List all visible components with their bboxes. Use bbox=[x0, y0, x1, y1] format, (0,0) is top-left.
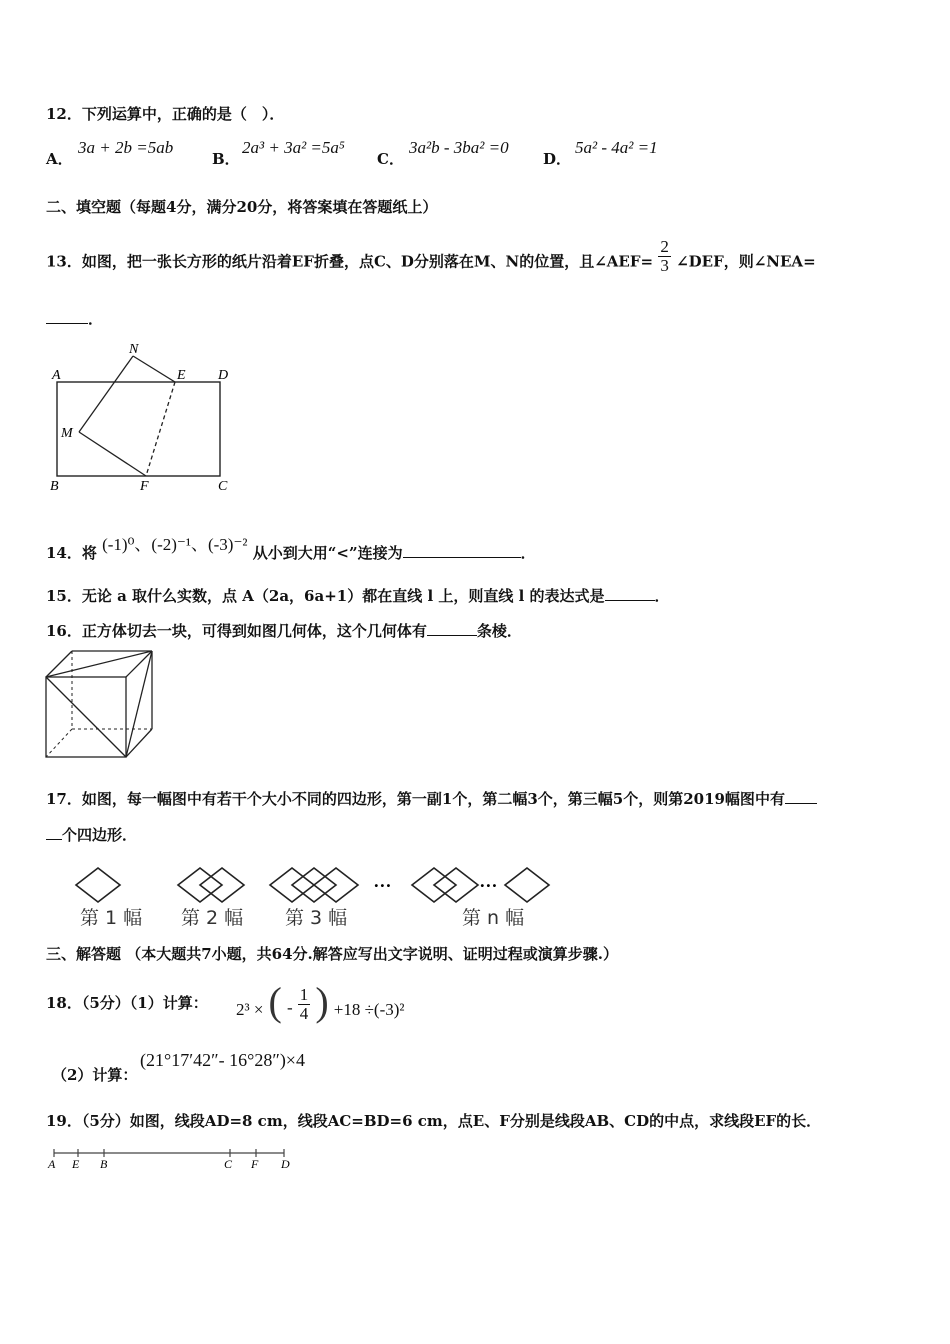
q17-stem: 17．如图，每一幅图中有若干个大小不同的四边形，第一副1个，第二幅3个，第三幅5个，则第2019幅图中有 bbox=[46, 790, 785, 808]
section-3-heading: 三、解答题 （本大题共7小题，共64分.解答应写出文字说明、证明过程或演算步骤.） bbox=[46, 945, 618, 963]
q14-suffix: 从小到大用“<”连接为 bbox=[252, 544, 403, 562]
q12-option-c-expr: 3a²b - 3ba² =0 bbox=[409, 138, 509, 157]
q14-answer-blank[interactable] bbox=[403, 543, 521, 558]
q12-stem: 12．下列运算中，正确的是（ ）． bbox=[46, 105, 285, 123]
q13-frac-num: 2 bbox=[660, 237, 669, 256]
q14-end: ． bbox=[520, 544, 536, 562]
cube-edge-top-left bbox=[46, 651, 72, 677]
segment-nm bbox=[79, 356, 133, 432]
q13-fraction bbox=[658, 238, 671, 275]
q12-option-b-label: B． bbox=[212, 150, 240, 168]
q13-rectangle-fold-figure bbox=[40, 338, 250, 498]
q19-text: 19．（5分）如图，线段AD=8 cm，线段AC=BD=6 cm，点E、F分别是线段AB、CD的中点，求线段EF的长． bbox=[46, 1112, 822, 1130]
fig1-rhombus bbox=[76, 868, 120, 902]
q18-frac-den: 4 bbox=[299, 1004, 309, 1023]
q15-stem: 15．无论 a 取什么实数，点 A（2a，6a+1）都在直线 l 上，则直线 l 的表达式是 bbox=[46, 587, 605, 605]
ellipsis-between-figures: … bbox=[374, 871, 392, 891]
q14-prefix: 14．将 bbox=[46, 544, 97, 562]
fign-rhombus-last bbox=[505, 868, 549, 902]
q18-expr-b: +18 ÷(-3)² bbox=[333, 1000, 405, 1019]
q12-option-c-label: C． bbox=[377, 150, 404, 168]
hidden-edge-depth bbox=[46, 729, 72, 757]
q16-answer-blank[interactable] bbox=[427, 621, 477, 636]
label-n: N bbox=[129, 342, 139, 357]
q19-segment-figure bbox=[44, 1145, 304, 1173]
q13-frac-den: 3 bbox=[660, 256, 669, 275]
label-f: F bbox=[140, 479, 149, 494]
q12-option-d-expr: 5a² - 4a² =1 bbox=[575, 138, 658, 157]
q12-option-a-label: A． bbox=[46, 150, 73, 168]
q16-text-b: 条棱． bbox=[476, 622, 522, 640]
q12-option-b-expr: 2a³ + 3a² =5a⁵ bbox=[242, 138, 345, 157]
q18-frac-num: 1 bbox=[299, 985, 309, 1004]
point-label-c: C bbox=[224, 1157, 233, 1171]
q17-line1 bbox=[46, 788, 817, 809]
q13-text bbox=[46, 237, 816, 281]
q17-line2 bbox=[46, 824, 137, 845]
q18-part1-label: 18．（5分）（1）计算： bbox=[46, 994, 208, 1012]
q15-text bbox=[46, 585, 670, 606]
q13-end: ． bbox=[88, 310, 104, 328]
q15-answer-blank[interactable] bbox=[605, 586, 655, 601]
q18-part2-expression: (21°17′42″- 16°28″)×4 bbox=[140, 1050, 305, 1070]
caption-fig1: 第 1 幅 bbox=[80, 907, 143, 929]
q18-part2-label: （2）计算： bbox=[52, 1066, 138, 1084]
point-label-d: D bbox=[281, 1157, 290, 1171]
point-label-a: A bbox=[48, 1157, 56, 1171]
q17-answer-blank-b[interactable] bbox=[46, 825, 62, 840]
q13-answer-blank[interactable] bbox=[46, 309, 88, 324]
caption-fig3: 第 3 幅 bbox=[285, 907, 348, 929]
cut-edge-diagonal bbox=[46, 677, 126, 757]
q13-text-a: 13．如图，把一张长方形的纸片沿着EF折叠，点C、D分别落在M、N的位置，且∠AEF= bbox=[46, 252, 654, 271]
q18-paren-left: ( bbox=[268, 979, 282, 1024]
label-e: E bbox=[177, 368, 186, 383]
segment-ne bbox=[133, 356, 175, 382]
segment-mf bbox=[79, 432, 146, 476]
q15-end: ． bbox=[654, 587, 670, 605]
label-a: A bbox=[52, 368, 61, 383]
fold-line-ef bbox=[146, 382, 175, 476]
q17-tail: 个四边形． bbox=[62, 826, 138, 844]
q13-text-b: ∠DEF，则∠NEA= bbox=[676, 252, 816, 271]
label-b: B bbox=[50, 479, 59, 494]
q16-cut-cube-figure bbox=[40, 645, 165, 763]
point-label-e: E bbox=[72, 1157, 80, 1171]
cut-edge-top bbox=[46, 651, 152, 677]
q12-option-d-label: D． bbox=[543, 150, 572, 168]
cube-edge-top-right bbox=[126, 651, 152, 677]
q14-text bbox=[46, 535, 536, 563]
q18-minus: - bbox=[286, 998, 293, 1017]
q16-text bbox=[46, 620, 522, 641]
caption-fig2: 第 2 幅 bbox=[181, 907, 244, 929]
point-label-f: F bbox=[251, 1157, 259, 1171]
label-m: M bbox=[61, 426, 73, 441]
label-c: C bbox=[218, 479, 228, 494]
caption-fign: 第 n 幅 bbox=[462, 907, 525, 929]
q13-answer-line bbox=[46, 308, 103, 329]
q18-paren-right: ) bbox=[315, 979, 329, 1024]
cut-edge-right bbox=[126, 651, 152, 757]
q14-expr: (-1)⁰、(-2)⁻¹、(-3)⁻² bbox=[102, 535, 248, 554]
label-d: D bbox=[218, 368, 229, 383]
section-2-heading: 二、填空题（每题4分，满分20分，将答案填在答题纸上） bbox=[46, 198, 438, 216]
q18-expr-a: 2³ × bbox=[236, 1000, 264, 1019]
q18-part1-expression bbox=[236, 972, 405, 1024]
q18-fraction bbox=[298, 986, 311, 1023]
point-label-b: B bbox=[100, 1157, 108, 1171]
q16-text-a: 16．正方体切去一块，可得到如图几何体，这个几何体有 bbox=[46, 622, 427, 640]
q17-answer-blank-a[interactable] bbox=[785, 789, 817, 804]
ellipsis-in-figure-n: … bbox=[480, 871, 498, 891]
q12-option-a-expr: 3a + 2b =5ab bbox=[78, 138, 174, 157]
